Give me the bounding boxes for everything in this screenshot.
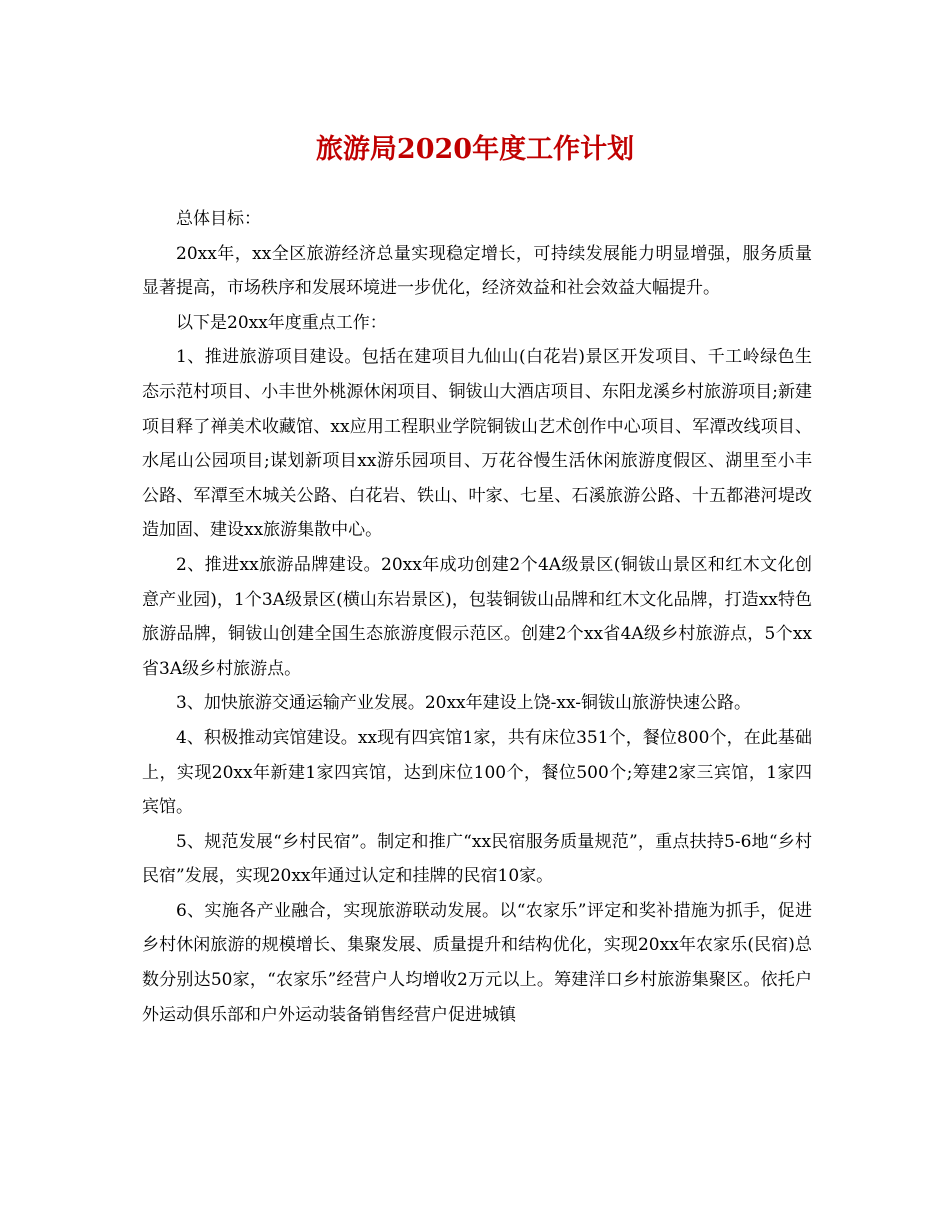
document-body xyxy=(142,202,812,1032)
paragraph-goal-heading: 总体目标： xyxy=(176,209,261,229)
paragraph-item-6: 6、实施各产业融合，实现旅游联动发展。以“农家乐”评定和奖补措施为抓手，促进乡村休闲旅游的规模增长、集聚发展、质量提升和结构优化，实现20xx年农家乐(民宿)总数分别达50家，“农家乐”经营户人均增收2万元以上。筹建洋口乡村旅游集聚区。依托户外运动俱乐部和户外运动装备销售经营户促进城镇 xyxy=(142,900,812,1025)
paragraph-item-4: 4、积极推动宾馆建设。xx现有四宾馆1家，共有床位351个，餐位800个，在此基础上，实现20xx年新建1家四宾馆，达到床位100个，餐位500个;筹建2家三宾馆，1家四宾馆。 xyxy=(142,727,812,818)
paragraph-item-5: 5、规范发展“乡村民宿”。制定和推广“xx民宿服务质量规范”，重点扶持5-6地“乡村民宿”发展，实现20xx年通过认定和挂牌的民宿10家。 xyxy=(142,831,812,887)
paragraph-item-2: 2、推进xx旅游品牌建设。20xx年成功创建2个4A级景区(铜钹山景区和红木文化创意产业园)，1个3A级景区(横山东岩景区)，包装铜钹山品牌和红木文化品牌，打造xx特色旅游品牌，铜钹山创建全国生态旅游度假示范区。创建2个xx省4A级乡村旅游点，5个xx省3A级乡村旅游点。 xyxy=(142,554,812,679)
paragraph-key-work-heading: 以下是20xx年度重点工作： xyxy=(176,312,387,333)
document-title: 旅游局2020年度工作计划 xyxy=(315,134,635,165)
paragraph-item-1: 1、推进旅游项目建设。包括在建项目九仙山(白花岩)景区开发项目、千工岭绿色生态示范村项目、小丰世外桃源休闲项目、铜钹山大酒店项目、东阳龙溪乡村旅游项目;新建项目释了禅美术收藏馆、xx应用工程职业学院铜钹山艺术创作中心项目、军潭改线项目、水尾山公园项目;谋划新项目xx游乐园项目、万花谷慢生活休闲旅游度假区、湖里至小丰公路、军潭至木城关公路、白花岩、铁山、叶家、七星、石溪旅游公路、十五都港河堤改造加固、建设xx旅游集散中心。 xyxy=(142,347,812,541)
paragraph-goal-text: 20xx年，xx全区旅游经济总量实现稳定增长，可持续发展能力明显增强，服务质量显著提高，市场秩序和发展环境进一步优化，经济效益和社会效益大幅提升。 xyxy=(142,243,812,299)
paragraph-item-3: 3、加快旅游交通运输产业发展。20xx年建设上饶-xx-铜钹山旅游快速公路。 xyxy=(176,693,751,714)
